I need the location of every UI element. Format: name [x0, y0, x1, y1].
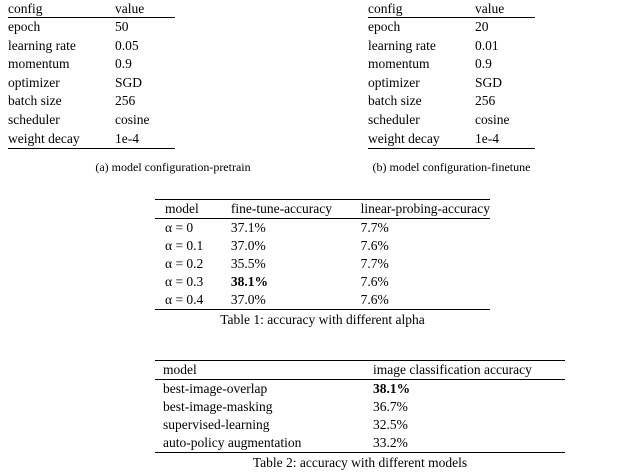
config-key: scheduler: [8, 111, 60, 127]
model-cell: best-image-masking: [163, 399, 273, 414]
table-row: [8, 55, 175, 74]
model-cell: supervised-learning: [163, 417, 270, 432]
finetune-accuracy-cell: 37.0%: [230, 238, 266, 253]
config-value: 20: [475, 19, 489, 34]
config-key: learning rate: [368, 37, 436, 53]
table-row: [368, 37, 535, 56]
finetune-config-table: [368, 1, 535, 149]
pretrain-config-section: [8, 1, 338, 175]
model-cell: α = 0.1: [165, 238, 204, 253]
column-header-value: value: [115, 1, 145, 16]
table-row: [368, 130, 535, 149]
model-cell: α = 0.2: [165, 256, 204, 271]
finetune-accuracy-cell: 37.1%: [230, 220, 266, 235]
finetune-accuracy-cell: 35.5%: [230, 256, 266, 271]
table-row: [155, 434, 565, 453]
table-header-row: [8, 1, 175, 18]
table-row: [8, 74, 175, 93]
table-header-row: [368, 1, 535, 18]
config-key: batch size: [8, 93, 62, 109]
table-row: [8, 130, 175, 149]
config-key: batch size: [368, 93, 422, 109]
table-row: [155, 398, 565, 416]
pretrain-config-table: [8, 1, 175, 149]
config-value: cosine: [115, 111, 150, 127]
table-header-row: [155, 200, 490, 219]
table-row: [368, 55, 535, 74]
table-row: [155, 291, 490, 310]
column-header-config: config: [8, 1, 43, 16]
model-cell: α = 0: [165, 220, 194, 235]
alpha-accuracy-section: [155, 199, 490, 328]
table-row: [8, 92, 175, 111]
column-header-model: model: [163, 362, 197, 377]
config-key: weight decay: [8, 130, 80, 146]
linear-probing-accuracy-cell: 7.7%: [360, 256, 389, 271]
config-key: epoch: [368, 19, 401, 34]
config-value: 0.01: [475, 37, 499, 53]
config-key: epoch: [8, 19, 41, 34]
table-row: [155, 255, 490, 273]
accuracy-cell: 33.2%: [373, 435, 408, 450]
config-value: 50: [115, 19, 129, 34]
table2-caption: Table 2: accuracy with different models: [252, 455, 468, 470]
finetune-table-caption: (b) model configuration-finetune: [372, 160, 531, 175]
table-row: [155, 273, 490, 291]
table-row: [155, 416, 565, 434]
config-value: cosine: [475, 111, 510, 127]
accuracy-cell: 36.7%: [373, 399, 408, 414]
table-row: [368, 111, 535, 130]
table-row: [155, 237, 490, 255]
column-header-linear-probing-accuracy: linear-probing-accuracy: [360, 201, 490, 216]
config-value: SGD: [475, 74, 503, 90]
config-key: weight decay: [368, 130, 440, 146]
table-row: [368, 18, 535, 37]
model-comparison-table: [155, 360, 565, 453]
config-key: scheduler: [368, 111, 420, 127]
table1-caption: Table 1: accuracy with different alpha: [220, 312, 425, 327]
accuracy-cell-best: 38.1%: [373, 381, 411, 396]
config-key: momentum: [368, 56, 430, 72]
linear-probing-accuracy-cell: 7.6%: [360, 274, 389, 289]
model-cell: α = 0.3: [165, 274, 204, 289]
linear-probing-accuracy-cell: 7.6%: [360, 292, 389, 307]
table-row: [155, 380, 565, 399]
table-header-row: [155, 361, 565, 380]
pretrain-table-caption: (a) model configuration-pretrain: [95, 160, 251, 175]
column-header-config: config: [368, 1, 403, 16]
model-cell: α = 0.4: [165, 292, 204, 307]
column-header-value: value: [475, 1, 505, 16]
table-row: [368, 74, 535, 93]
config-value: 256: [475, 93, 496, 109]
table-row: [8, 18, 175, 37]
table-row: [8, 111, 175, 130]
config-value: 0.9: [115, 56, 132, 72]
column-header-finetune-accuracy: fine-tune-accuracy: [230, 201, 333, 216]
config-key: learning rate: [8, 37, 76, 53]
table-row: [368, 92, 535, 111]
config-value: 256: [115, 93, 136, 109]
column-header-image-classification-accuracy: image classification accuracy: [373, 362, 532, 377]
linear-probing-accuracy-cell: 7.6%: [360, 238, 389, 253]
config-value: 0.05: [115, 37, 139, 53]
model-cell: auto-policy augmentation: [163, 435, 302, 450]
model-comparison-section: [155, 360, 565, 471]
finetune-accuracy-cell-best: 38.1%: [230, 274, 268, 289]
table-row: [155, 219, 490, 238]
linear-probing-accuracy-cell: 7.7%: [360, 220, 389, 235]
table-row: [8, 37, 175, 56]
config-value: 1e-4: [115, 130, 139, 146]
config-key: optimizer: [8, 74, 60, 90]
config-key: optimizer: [368, 74, 420, 90]
config-value: 0.9: [475, 56, 492, 72]
alpha-accuracy-table: [155, 199, 490, 310]
config-value: 1e-4: [475, 130, 499, 146]
model-cell: best-image-overlap: [163, 381, 268, 396]
accuracy-cell: 32.5%: [373, 417, 408, 432]
config-key: momentum: [8, 56, 70, 72]
finetune-accuracy-cell: 37.0%: [230, 292, 266, 307]
finetune-config-section: [368, 1, 535, 175]
config-value: SGD: [115, 74, 143, 90]
column-header-model: model: [165, 201, 199, 216]
